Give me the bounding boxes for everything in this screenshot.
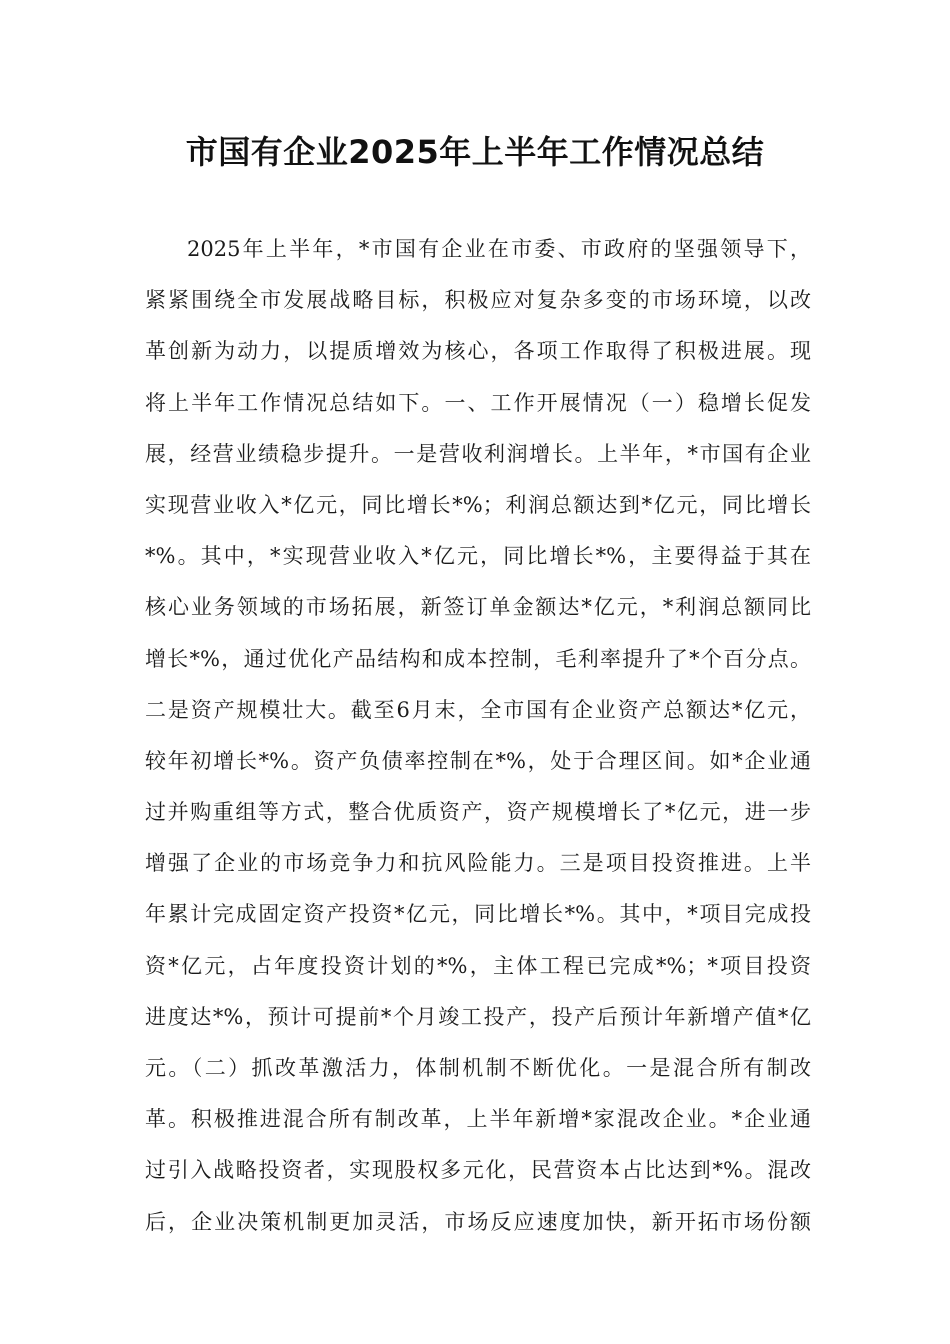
body-line: 2025年上半年，*市国有企业在市委、市政府的坚强领导下， (187, 237, 811, 261)
body-line: 较年初增长*%。资产负债率控制在*%，处于合理区间。如*企业通 (145, 748, 811, 773)
body-line: 将上半年工作情况总结如下。一、工作开展情况（一）稳增长促发 (145, 390, 811, 415)
body-line: 核心业务领域的市场拓展，新签订单金额达*亿元，*利润总额同比 (145, 595, 811, 620)
body-line: 年累计完成固定资产投资*亿元，同比增长*%。其中，*项目完成投 (145, 902, 811, 927)
body-line: 展，经营业绩稳步提升。一是营收利润增长。上半年，*市国有企业 (145, 441, 811, 466)
body-line: 二是资产规模壮大。截至6月末，全市国有企业资产总额达*亿元， (145, 697, 811, 722)
body-line: 资*亿元，占年度投资计划的*%，主体工程已完成*%；*项目投资 (145, 953, 811, 978)
body-line: 革。积极推进混合所有制改革，上半年新增*家混改企业。*企业通 (145, 1107, 811, 1132)
body-line: 增长*%，通过优化产品结构和成本控制，毛利率提升了*个百分点。 (145, 646, 811, 671)
document-body (145, 227, 811, 1251)
body-line: 革创新为动力，以提质增效为核心，各项工作取得了积极进展。现 (145, 339, 811, 364)
body-line: 进度达*%，预计可提前*个月竣工投产，投产后预计年新增产值*亿 (145, 1004, 811, 1029)
body-line: 元。（二）抓改革激活力，体制机制不断优化。一是混合所有制改 (145, 1056, 811, 1080)
body-line: 过引入战略投资者，实现股权多元化，民营资本占比达到*%。混改 (145, 1158, 811, 1183)
body-line: 实现营业收入*亿元，同比增长*%；利润总额达到*亿元，同比增长 (145, 492, 811, 517)
body-line: 增强了企业的市场竞争力和抗风险能力。三是项目投资推进。上半 (145, 851, 811, 876)
body-line: *%。其中，*实现营业收入*亿元，同比增长*%，主要得益于其在 (145, 544, 811, 569)
body-line: 紧紧围绕全市发展战略目标，积极应对复杂多变的市场环境，以改 (145, 288, 811, 313)
document-title: 市国有企业2025年上半年工作情况总结 (185, 133, 765, 171)
body-line: 后，企业决策机制更加灵活，市场反应速度加快，新开拓市场份额 (145, 1209, 811, 1234)
body-line: 过并购重组等方式，整合优质资产，资产规模增长了*亿元，进一步 (145, 800, 811, 825)
